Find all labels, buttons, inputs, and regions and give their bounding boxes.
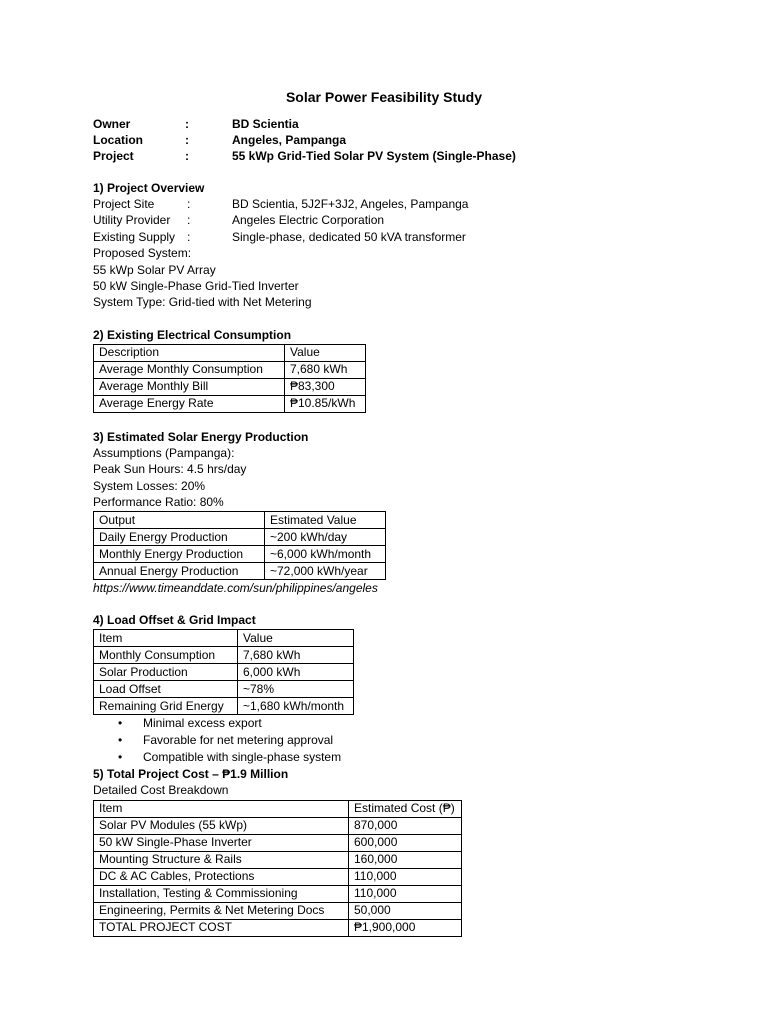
table-cell: ~72,000 kWh/year bbox=[265, 563, 386, 580]
column-header: Estimated Cost (₱) bbox=[349, 800, 462, 817]
header-value: 55 kWp Grid-Tied Solar PV System (Single-Phase) bbox=[232, 149, 516, 163]
bullet-icon: • bbox=[118, 716, 123, 731]
section-1-heading: 1) Project Overview bbox=[93, 181, 205, 195]
overview-line: 55 kWp Solar PV Array bbox=[93, 262, 216, 277]
table-cell: ~1,680 kWh/month bbox=[238, 698, 354, 715]
overview-sep: : bbox=[187, 229, 191, 244]
column-header: Item bbox=[94, 630, 238, 647]
table-cell: Monthly Energy Production bbox=[94, 546, 265, 563]
table-cell: Load Offset bbox=[94, 681, 238, 698]
section-3-heading: 3) Estimated Solar Energy Production bbox=[93, 429, 309, 444]
header-key: Owner bbox=[93, 117, 131, 131]
table-cell: 50 kW Single-Phase Inverter bbox=[94, 834, 349, 851]
table-row bbox=[94, 647, 354, 664]
column-header: Estimated Value bbox=[265, 512, 386, 529]
overview-value: BD Scientia, 5J2F+3J2, Angeles, Pampanga bbox=[232, 197, 469, 211]
load-offset-table bbox=[93, 629, 354, 715]
overview-sep: : bbox=[187, 213, 191, 228]
header-row-project bbox=[93, 148, 516, 164]
table-cell: DC & AC Cables, Protections bbox=[94, 868, 349, 885]
table-cell: Remaining Grid Energy bbox=[94, 698, 238, 715]
table-cell: ₱1,900,000 bbox=[349, 919, 462, 936]
column-header: Description bbox=[94, 344, 285, 361]
table-cell: Monthly Consumption bbox=[94, 647, 238, 664]
bullet-text: Minimal excess export bbox=[143, 716, 262, 731]
list-item bbox=[118, 732, 693, 749]
project-header bbox=[93, 116, 516, 164]
table-cell: 600,000 bbox=[349, 834, 462, 851]
assumption-line: Assumptions (Pampanga): bbox=[93, 445, 235, 460]
table-row bbox=[94, 664, 354, 681]
overview-line: 50 kW Single-Phase Grid-Tied Inverter bbox=[93, 278, 299, 293]
impact-bullet-list bbox=[93, 715, 693, 766]
overview-row bbox=[93, 196, 693, 212]
overview-key: Existing Supply bbox=[93, 229, 176, 244]
column-header: Item bbox=[94, 800, 349, 817]
table-cell: ~200 kWh/day bbox=[265, 529, 386, 546]
table-row bbox=[94, 529, 386, 546]
source-url[interactable]: https://www.timeanddate.com/sun/philippines/angeles bbox=[93, 581, 378, 596]
table-row bbox=[94, 698, 354, 715]
table-cell: ₱10.85/kWh bbox=[285, 395, 366, 412]
table-cell: Solar PV Modules (55 kWp) bbox=[94, 817, 349, 834]
header-sep: : bbox=[185, 133, 189, 147]
table-cell: Solar Production bbox=[94, 664, 238, 681]
table-row bbox=[94, 868, 462, 885]
bullet-text: Compatible with single-phase system bbox=[143, 750, 342, 765]
header-row-location bbox=[93, 132, 516, 148]
document-page bbox=[93, 86, 693, 937]
section-5-heading: 5) Total Project Cost – ₱1.9 Million bbox=[93, 767, 289, 782]
column-header: Value bbox=[285, 344, 366, 361]
table-row bbox=[94, 851, 462, 868]
bullet-icon: • bbox=[118, 750, 123, 765]
overview-row bbox=[93, 229, 693, 245]
table-row bbox=[94, 885, 462, 902]
table-cell: 6,000 kWh bbox=[238, 664, 354, 681]
consumption-table bbox=[93, 344, 366, 413]
header-sep: : bbox=[185, 117, 189, 131]
table-cell: Mounting Structure & Rails bbox=[94, 851, 349, 868]
list-item bbox=[118, 749, 693, 766]
assumption-line: Peak Sun Hours: 4.5 hrs/day bbox=[93, 462, 247, 477]
total-row bbox=[94, 919, 462, 936]
table-row bbox=[94, 563, 386, 580]
overview-row bbox=[93, 212, 693, 228]
table-header-row bbox=[94, 800, 462, 817]
document-title: Solar Power Feasibility Study bbox=[285, 89, 483, 105]
assumption-line: Performance Ratio: 80% bbox=[93, 494, 224, 509]
overview-value: Angeles Electric Corporation bbox=[232, 213, 385, 228]
table-cell: 160,000 bbox=[349, 851, 462, 868]
overview-key: Utility Provider bbox=[93, 213, 171, 228]
table-cell: Average Energy Rate bbox=[94, 395, 285, 412]
table-row bbox=[94, 681, 354, 698]
bullet-icon: • bbox=[118, 733, 123, 748]
overview-line: System Type: Grid-tied with Net Metering bbox=[93, 295, 312, 310]
cost-subheading: Detailed Cost Breakdown bbox=[93, 783, 229, 798]
table-cell: 7,680 kWh bbox=[285, 361, 366, 378]
header-value: Angeles, Pampanga bbox=[232, 133, 347, 147]
table-cell: 50,000 bbox=[349, 902, 462, 919]
table-cell: Installation, Testing & Commissioning bbox=[94, 885, 349, 902]
list-item bbox=[118, 715, 693, 732]
overview-value: Single-phase, dedicated 50 kVA transformer bbox=[232, 229, 466, 244]
assumption-line: System Losses: 20% bbox=[93, 478, 206, 493]
table-row bbox=[94, 395, 366, 412]
table-header-row bbox=[94, 512, 386, 529]
section-4-heading: 4) Load Offset & Grid Impact bbox=[93, 613, 256, 628]
table-cell: 870,000 bbox=[349, 817, 462, 834]
table-cell: Average Monthly Bill bbox=[94, 378, 285, 395]
column-header: Output bbox=[94, 512, 265, 529]
table-cell: Daily Energy Production bbox=[94, 529, 265, 546]
table-cell: Engineering, Permits & Net Metering Docs bbox=[94, 902, 349, 919]
table-row bbox=[94, 378, 366, 395]
overview-key: Project Site bbox=[93, 197, 155, 211]
table-cell: ₱83,300 bbox=[285, 378, 366, 395]
header-key: Location bbox=[93, 133, 143, 147]
header-row-owner bbox=[93, 116, 516, 132]
table-cell: ~78% bbox=[238, 681, 354, 698]
column-header: Value bbox=[238, 630, 354, 647]
bullet-text: Favorable for net metering approval bbox=[143, 733, 334, 748]
header-key: Project bbox=[93, 149, 134, 163]
overview-line: Proposed System: bbox=[93, 246, 192, 261]
table-cell: 7,680 kWh bbox=[238, 647, 354, 664]
header-sep: : bbox=[185, 149, 189, 163]
table-header-row bbox=[94, 630, 354, 647]
table-cell: ~6,000 kWh/month bbox=[265, 546, 386, 563]
overview-sep: : bbox=[187, 197, 191, 211]
cost-breakdown-table bbox=[93, 800, 462, 937]
table-cell: 110,000 bbox=[349, 885, 462, 902]
table-row bbox=[94, 817, 462, 834]
table-cell: Annual Energy Production bbox=[94, 563, 265, 580]
table-cell: TOTAL PROJECT COST bbox=[94, 919, 349, 936]
table-row bbox=[94, 361, 366, 378]
production-table bbox=[93, 511, 386, 580]
table-row bbox=[94, 902, 462, 919]
section-2-heading: 2) Existing Electrical Consumption bbox=[93, 327, 292, 342]
table-header-row bbox=[94, 344, 366, 361]
table-cell: Average Monthly Consumption bbox=[94, 361, 285, 378]
table-row bbox=[94, 834, 462, 851]
header-value: BD Scientia bbox=[232, 117, 299, 131]
table-cell: 110,000 bbox=[349, 868, 462, 885]
table-row bbox=[94, 546, 386, 563]
